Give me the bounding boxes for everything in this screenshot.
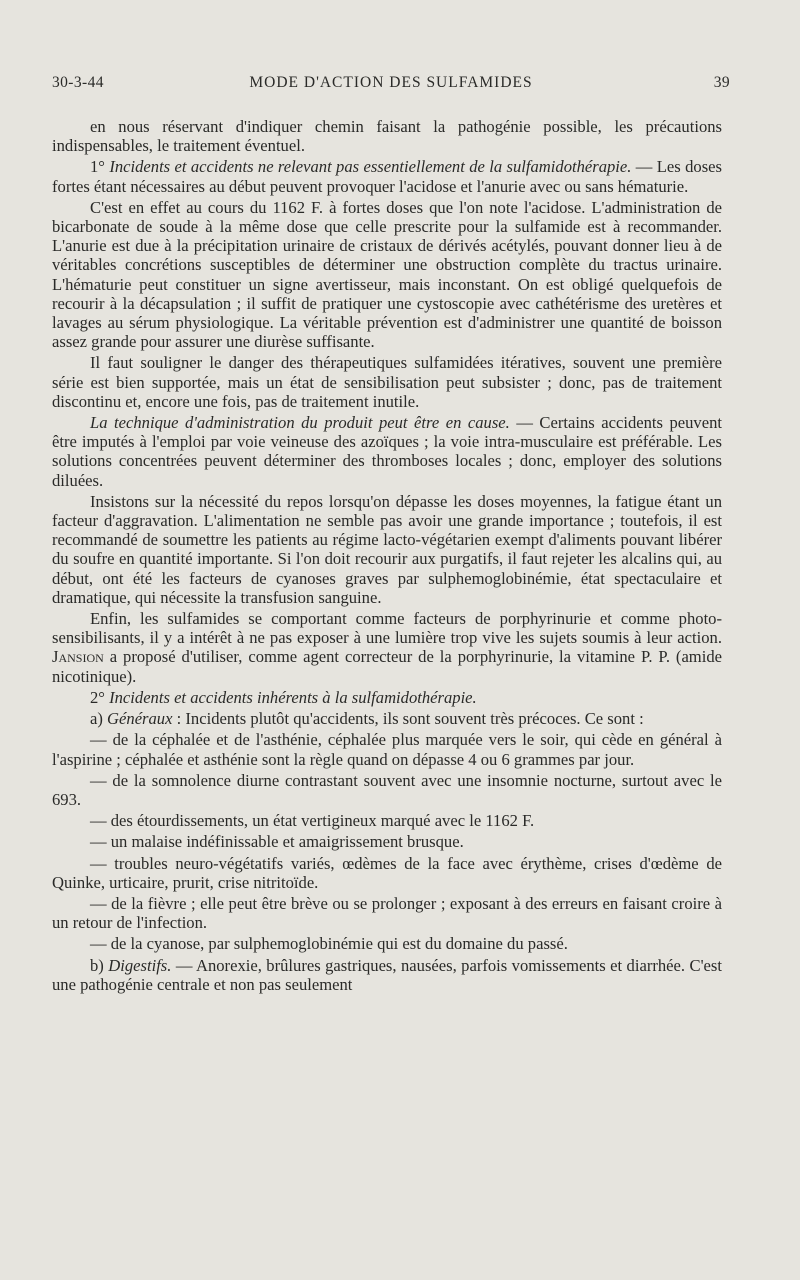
list-item: — de la somnolence diurne contrastant souvent avec une insomnie nocturne, surtout avec le 693. bbox=[52, 770, 722, 809]
paragraph: a) Généraux : Incidents plutôt qu'accidents, ils sont souvent très précoces. Ce sont : bbox=[90, 709, 644, 729]
paragraph: en nous réservant d'indiquer chemin faisant la pathogénie possible, les précautions indispensables, le traitement éventuel. bbox=[52, 117, 722, 156]
list-item: — des étourdissements, un état vertigineux marqué avec le 1162 F. bbox=[90, 811, 535, 831]
paragraph: b) Digestifs. — Anorexie, brûlures gastriques, nausées, parfois vomissements et diarrhée. C'est une pathogénie centrale et non pas seulement bbox=[52, 955, 722, 994]
list-item: — de la cyanose, par sulphemoglobinémie qui est du domaine du passé. bbox=[90, 934, 568, 954]
page-number: 39 bbox=[713, 74, 730, 91]
header-title: MODE D'ACTION DES SULFAMIDES bbox=[249, 74, 533, 91]
list-item: — troubles neuro-végétatifs variés, œdèmes de la face avec érythème, crises d'œdème de Quinke, urticaire, prurit, crise nitritoïde. bbox=[52, 853, 722, 892]
paragraph: C'est en effet au cours du 1162 F. à fortes doses que l'on note l'acidose. L'administration de bicarbonate de soude à la même dose que celle prescrite pour la sulfamide est à recommander. L'anurie est due à la précipitation urinaire de cristaux de dérivés acétylés, pouvant donner lieu à de véritables concrétions susceptibles de déterminer une obstruction complète du tractus urinaire. L'hématurie peut constituer un signe avertisseur, mais inconstant. On est obligé quelquefois de recourir à la décapsulation ; il suffit de pratiquer une cystoscopie avec cathétérisme des uretères et lavages au sérum physiologique. La véritable prévention est d'administrer une quantité de boisson assez grande pour assurer une diurèse suffisante. bbox=[52, 197, 722, 352]
running-header bbox=[52, 74, 730, 98]
paragraph: Insistons sur la nécessité du repos lorsqu'on dépasse les doses moyennes, la fatigue étant un facteur d'aggravation. L'alimentation ne semble pas avoir une grande importance ; toutefois, il est recommandé de soumettre les patients au régime lacto-végétarien exempt d'aliments pouvant libérer du soufre en quantité importante. Si l'on doit recourir aux purgatifs, il faut rejeter les alcalins qui, au début, ont été les facteurs de cyanoses graves par sulphemoglobinémie, état spectaculaire et dramatique, qui nécessite la transfusion sanguine. bbox=[52, 491, 722, 607]
author-name: Jansion bbox=[52, 647, 104, 667]
list-item: — de la fièvre ; elle peut être brève ou se prolonger ; exposant à des erreurs en faisant croire à un retour de l'infection. bbox=[52, 893, 722, 933]
header-date: 30-3-44 bbox=[52, 74, 104, 91]
section-heading: 2° Incidents et accidents inhérents à la sulfamidothérapie. bbox=[90, 687, 477, 707]
paragraph: Il faut souligner le danger des thérapeutiques sulfamidées itératives, souvent une première série est bien supportée, mais un état de sensibilisation peut subsister ; donc, pas de traitement discontinu et, encore une fois, pas de traitement inutile. bbox=[52, 353, 722, 411]
paragraph: La technique d'administration du produit peut être en cause. — Certains accidents peuvent être imputés à l'emploi par voie veineuse des azoïques ; la voie intra-musculaire est préférable. Les solutions concentrées peuvent déterminer des thromboses locales ; donc, employer des solutions diluées. bbox=[52, 413, 722, 490]
paragraph: Enfin, les sulfamides se comportant comme facteurs de porphyrinurie et comme photo-sensibilisants, il y a intérêt à ne pas exposer à une lumière trop vive les sujets soumis à leur action. Jansion a proposé d'utiliser, comme agent correcteur de la porphyrinurie, la vitamine P. P. (amide nicotinique). bbox=[52, 609, 722, 686]
list-item: — de la céphalée et de l'asthénie, céphalée plus marquée vers le soir, qui cède en général à l'aspirine ; céphalée et asthénie sont la règle quand on dépasse 4 ou 6 grammes par jour. bbox=[52, 730, 722, 769]
paragraph: 1° Incidents et accidents ne relevant pas essentiellement de la sulfamidothérapie. — Les doses fortes étant nécessaires au début peuvent provoquer l'acidose et l'anurie avec ou sans hématurie. bbox=[52, 157, 722, 196]
body-text bbox=[52, 117, 722, 994]
list-item: — un malaise indéfinissable et amaigrissement brusque. bbox=[90, 832, 464, 852]
